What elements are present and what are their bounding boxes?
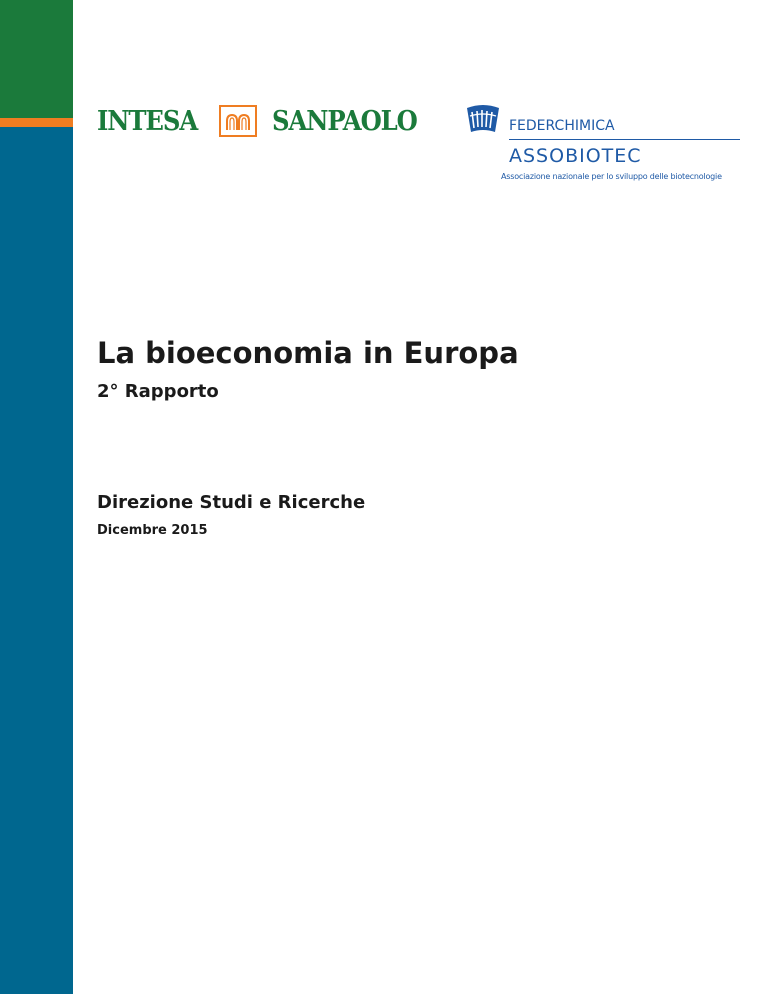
assobiotec-logo (465, 104, 745, 184)
side-bar-green (0, 0, 73, 118)
intesa-logo-word: INTESA (97, 106, 198, 137)
logo-divider (509, 139, 740, 140)
publication-date: Dicembre 2015 (97, 523, 208, 538)
sanpaolo-logo-word: SANPAOLO (272, 106, 417, 137)
federchimica-label: FEDERCHIMICA (509, 118, 615, 134)
intesa-arch-emblem-icon (219, 105, 257, 137)
intesa-sanpaolo-logo (97, 104, 437, 140)
assobiotec-label: ASSOBIOTEC (509, 145, 642, 167)
side-bar-orange (0, 118, 73, 127)
side-bar-blue (0, 127, 73, 994)
report-subtitle: 2° Rapporto (97, 381, 219, 402)
department-name: Direzione Studi e Ricerche (97, 492, 366, 513)
report-title: La bioeconomia in Europa (97, 336, 519, 370)
federchimica-emblem-icon (465, 104, 501, 134)
assobiotec-tagline: Associazione nazionale per lo sviluppo delle biotecnologie (501, 172, 722, 181)
